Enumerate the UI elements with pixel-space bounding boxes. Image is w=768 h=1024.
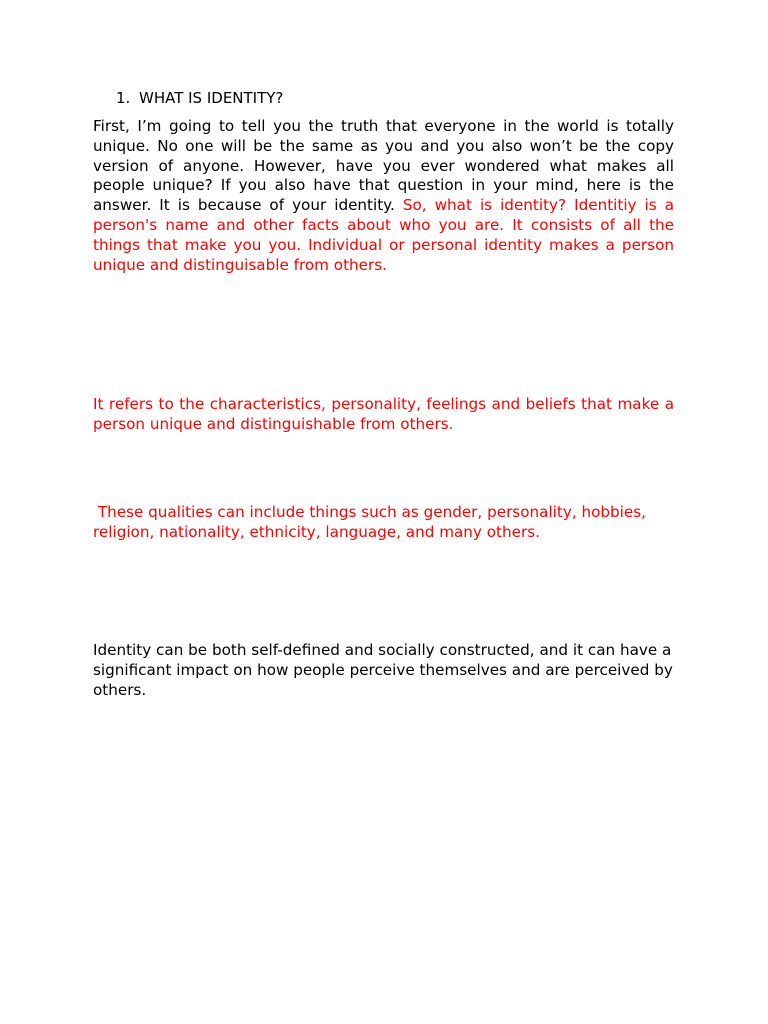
intro-black-text: First, I’m going to tell you the truth that everyone in the world is totally unique. No one will be the same as you and you also won’t be the copy version of anyone. However, have you ever wondered what makes all people unique? If you also have that question in your mind, here is the answer. It is because of your identity. (93, 117, 674, 215)
qualities-paragraph (93, 503, 674, 543)
self-defined-paragraph: Identity can be both self-defined and socially constructed, and it can have a significant impact on how people perceive themselves and are perceived by others. (93, 641, 673, 699)
qualities-text: These qualities can include things such as gender, personality, hobbies, religion, nationality, ethnicity, language, and many others. (93, 503, 651, 541)
intro-red-text: So, what is identity? Identitiy is a person's name and other facts about who you are. It consists of all the things that make you you. Individual or personal identity makes a person unique and distinguisable from others. (93, 196, 674, 274)
heading-title: WHAT IS IDENTITY? (139, 89, 284, 107)
intro-paragraph (93, 117, 674, 275)
characteristics-paragraph: It refers to the characteristics, personality, feelings and beliefs that make a person unique and distinguishable from others. (93, 395, 674, 433)
heading-number: 1. (116, 89, 131, 107)
section-heading (116, 88, 283, 108)
